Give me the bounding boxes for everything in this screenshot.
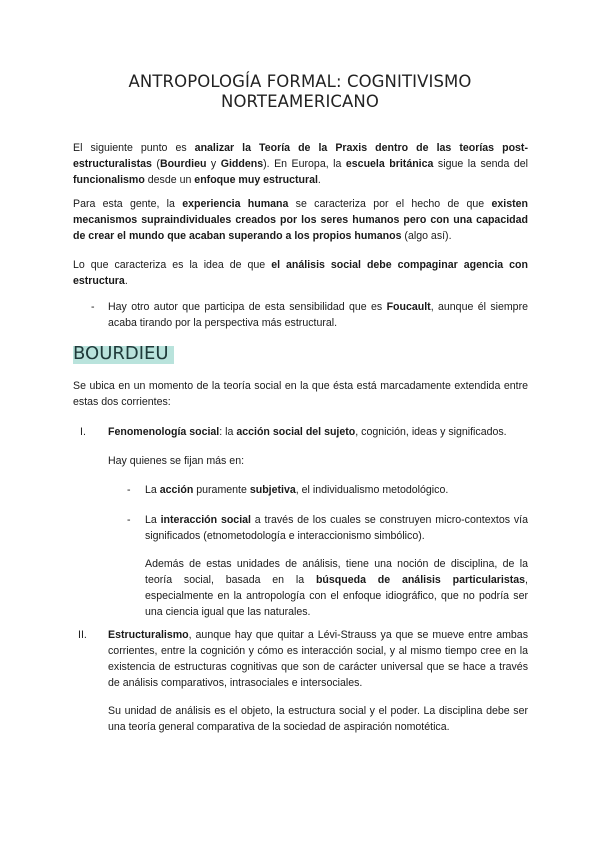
list-item-fenomenologia xyxy=(108,424,528,440)
text-run: (algo así). xyxy=(401,230,452,242)
paragraph-intro-3 xyxy=(73,257,528,289)
text-run: Hay otro autor que participa de esta sensibilidad que es xyxy=(108,301,387,313)
text-run: Para esta gente, la xyxy=(73,198,183,210)
bold-text: el análisis social debe compaginar agencia con estructura xyxy=(73,259,528,287)
bold-text: acción social del sujeto xyxy=(236,426,356,438)
bold-text: Foucault xyxy=(386,301,431,313)
bold-text: analizar la Teoría de la Praxis dentro de las teorías post-estructuralistas xyxy=(73,142,528,170)
bullet-dash: - xyxy=(127,484,131,496)
list-item-estructuralismo xyxy=(108,627,528,691)
text-run: , especialmente en la antropología con el enfoque idiográfico, que no podría ser una ciencia igual que las naturales. xyxy=(145,574,528,618)
paragraph-unidad-analisis xyxy=(108,703,528,735)
page-title xyxy=(80,72,520,112)
list-item-foucault xyxy=(108,299,528,331)
text-run: Lo que caracteriza es la idea de que xyxy=(73,259,272,271)
text-run: , el individualismo metodológico. xyxy=(295,484,449,496)
bold-text: existen mecanismos supraindividuales creados por los seres humanos pero con una capacidad de crear el mundo que acaban superando a los propios humanos xyxy=(73,198,528,242)
bold-text: funcionalismo xyxy=(73,174,145,186)
text-run: Además de estas unidades de análisis, tiene una noción de disciplina, de la teoría social, basada en la xyxy=(145,558,528,586)
text-run: , aunque él siempre acaba tirando por la perspectiva más estructural. xyxy=(108,301,528,329)
text-run: ). En Europa, la xyxy=(263,158,346,170)
paragraph-hay-quienes xyxy=(108,453,528,469)
section-heading: BOURDIEU xyxy=(73,343,169,364)
bullet-dash: - xyxy=(127,514,131,526)
text-run: , cognición, ideas y significados. xyxy=(355,426,507,438)
paragraph-intro-1 xyxy=(73,140,528,188)
text-run: a través de los cuales se construyen micro-contextos vía significados (etnometodología e interaccionismo simbólico). xyxy=(145,514,528,542)
text-run: y xyxy=(206,158,221,170)
bold-text: enfoque muy estructural xyxy=(194,174,318,186)
bold-text: experiencia humana xyxy=(182,198,289,210)
text-run: sigue la senda del xyxy=(433,158,528,170)
bold-text: interacción social xyxy=(160,514,251,526)
text-run: Su unidad de análisis es el objeto, la estructura social y el poder. La disciplina debe ser una teoría general comparativa de la sociedad de aspiración nomotética. xyxy=(108,705,528,733)
bold-text: búsqueda de análisis particularistas xyxy=(315,574,526,586)
paragraph-disciplina xyxy=(145,556,528,620)
list-item-accion xyxy=(145,482,528,498)
list-item-interaccion xyxy=(145,512,528,544)
list-numeral-1: I. xyxy=(80,426,86,438)
bullet-dash: - xyxy=(91,301,95,313)
bold-text: escuela británica xyxy=(345,158,434,170)
bold-text: Bourdieu xyxy=(159,158,207,170)
bold-text: acción xyxy=(159,484,194,496)
text-run: El siguiente punto es xyxy=(73,142,195,154)
text-run: desde un xyxy=(144,174,195,186)
text-run: ( xyxy=(151,158,160,170)
text-run: . xyxy=(317,174,321,186)
text-run: puramente xyxy=(193,484,250,496)
text-run: Se ubica en un momento de la teoría social en la que ésta está marcadamente extendida entre estas dos corrientes: xyxy=(73,380,528,408)
text-run: La xyxy=(145,514,161,526)
text-run: : la xyxy=(219,426,237,438)
bold-text: subjetiva xyxy=(249,484,296,496)
bold-text: Estructuralismo xyxy=(108,629,189,641)
paragraph-bourdieu-intro xyxy=(73,378,528,410)
title-line-2: NORTEAMERICANO xyxy=(221,92,379,111)
bold-text: Fenomenología social xyxy=(108,426,220,438)
bold-text: Giddens xyxy=(220,158,264,170)
text-run: , aunque hay que quitar a Lévi-Strauss ya que se mueve entre ambas corrientes, entre la cognición y cómo es interacción social, y al mismo tiempo cree en la existencia de estructuras cognitivas que son de carácter universal que se hace a través de análisis comparativos, intrasociales e intersociales. xyxy=(108,629,528,689)
list-numeral-2: II. xyxy=(78,629,87,641)
title-line-1: ANTROPOLOGÍA FORMAL: COGNITIVISMO xyxy=(128,72,472,91)
text-run: se caracteriza por el hecho de que xyxy=(288,198,492,210)
text-run: . xyxy=(124,275,128,287)
text-run: Hay quienes se fijan más en: xyxy=(108,455,245,467)
text-run: La xyxy=(145,484,160,496)
paragraph-intro-2 xyxy=(73,196,528,244)
